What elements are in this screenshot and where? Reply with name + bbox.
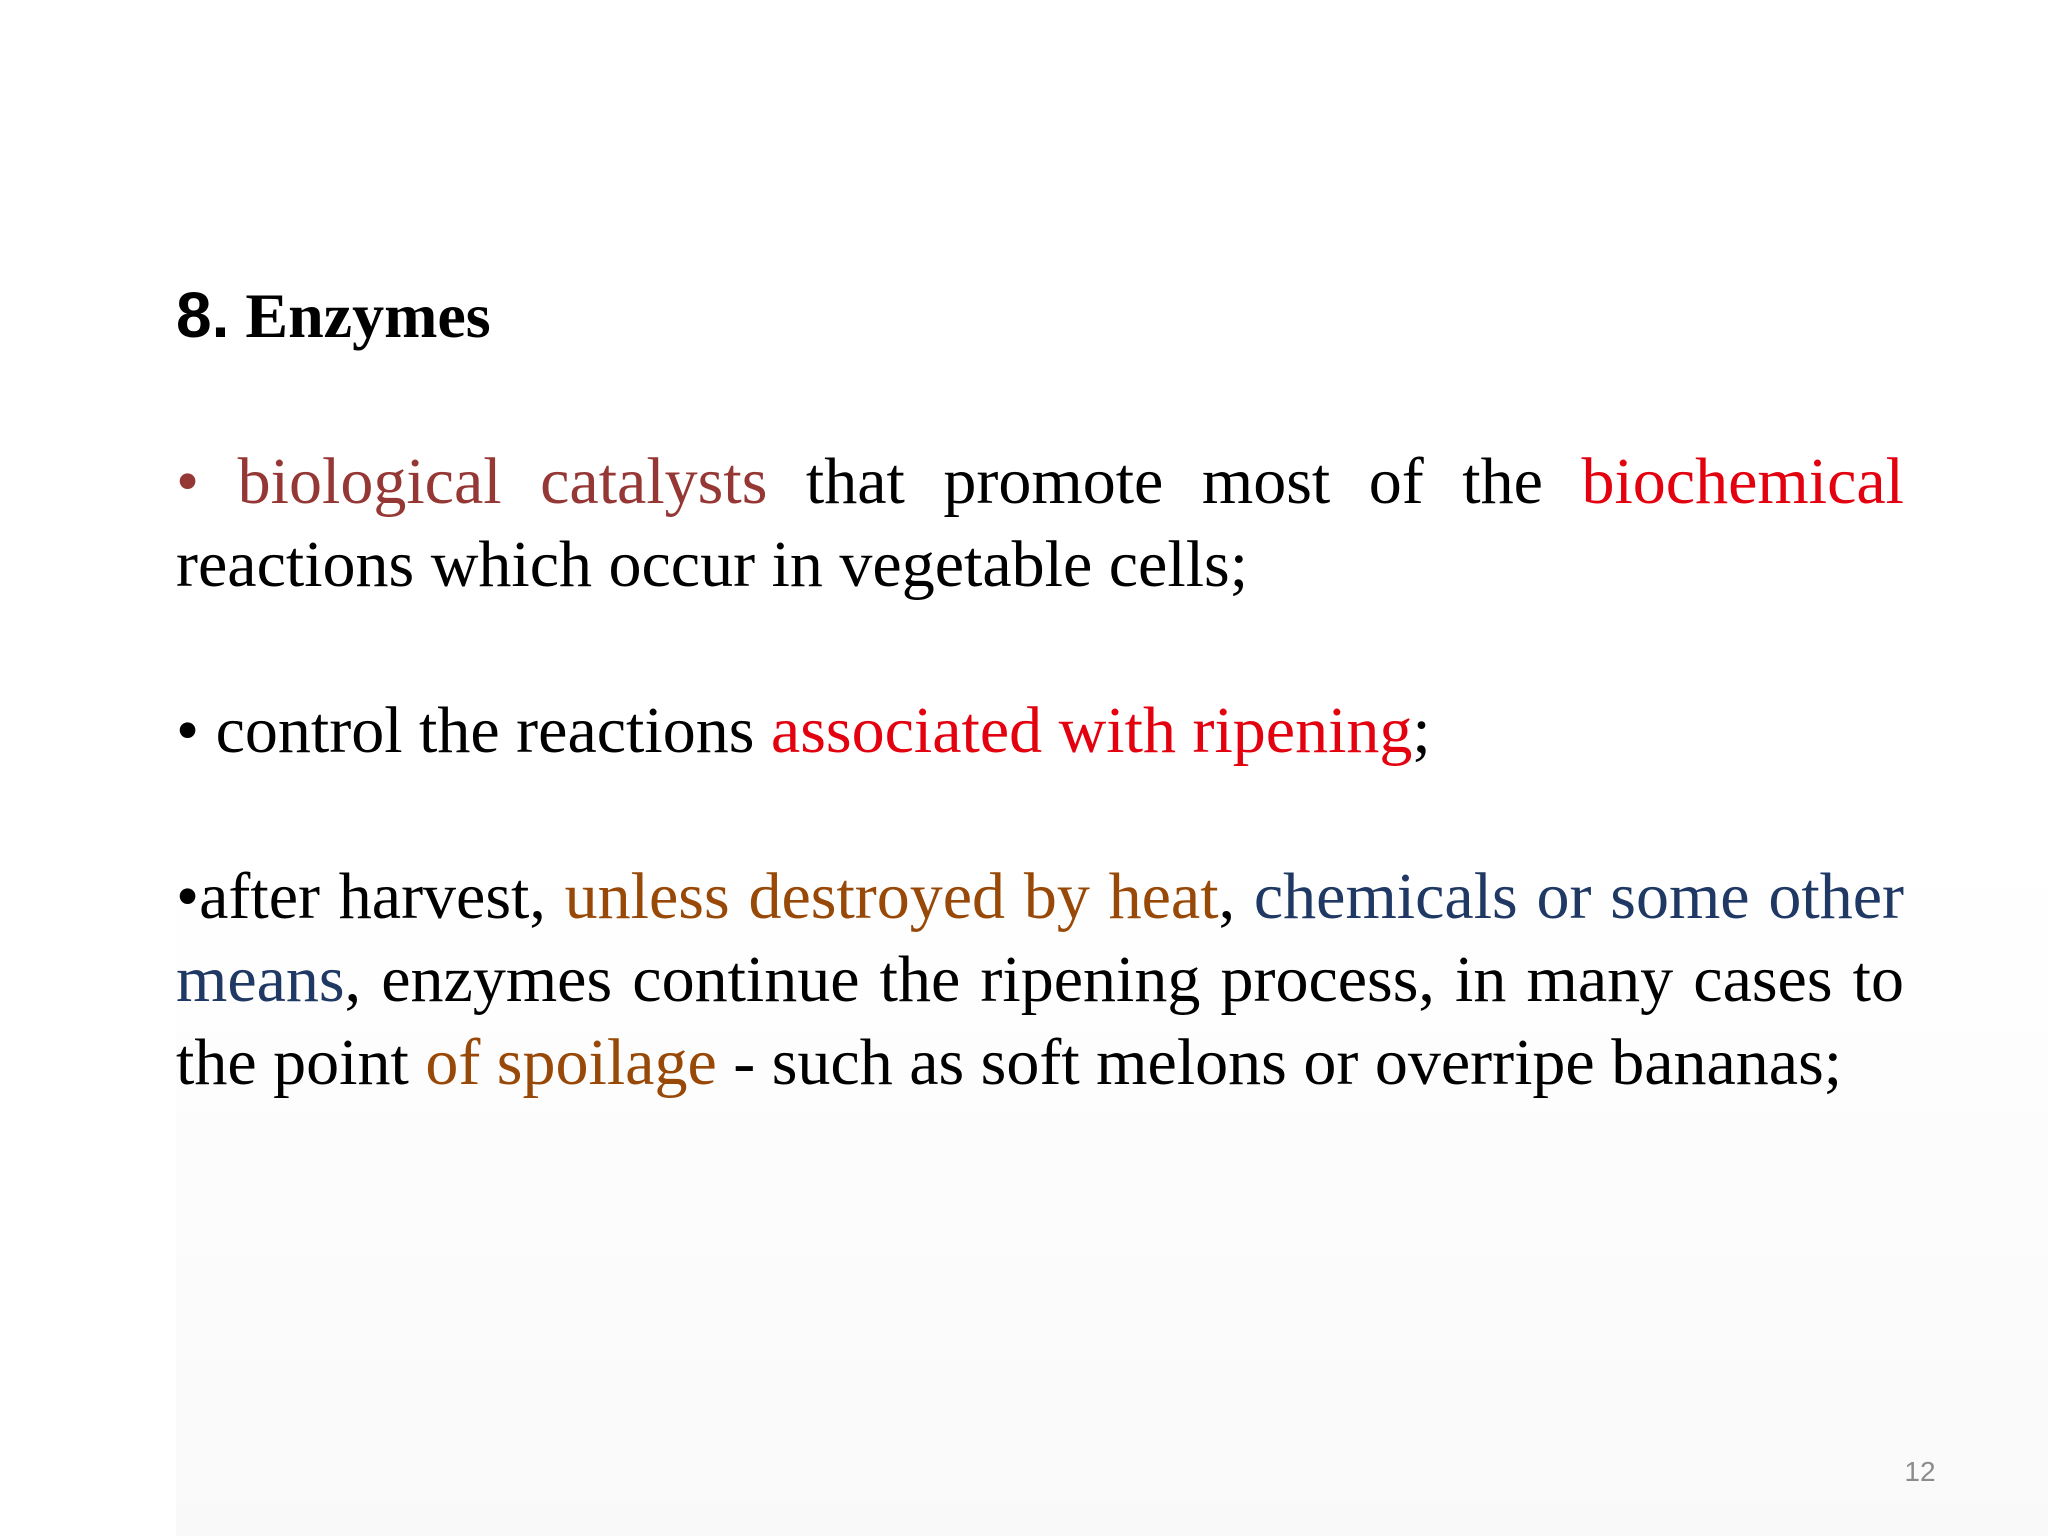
title-number: 8.: [176, 279, 230, 351]
bullet-text: ,: [1218, 860, 1254, 933]
title-text: Enzymes: [245, 280, 491, 351]
bullet-text-highlight: of spoilage: [425, 1026, 717, 1099]
slide-title: [176, 280, 491, 351]
bullet-text: control the reactions: [199, 694, 771, 767]
bullet-marker: •: [176, 694, 200, 767]
bullet-text-highlight: associated with ripening: [770, 694, 1413, 767]
bullet-item-3: [176, 855, 1904, 1104]
bullet-text: after harvest,: [199, 860, 565, 933]
bullet-text-highlight: chemicals or some other means: [176, 860, 1905, 1016]
bullet-text-highlight: biochemical: [1581, 445, 1904, 518]
bullet-item-2: [176, 689, 1904, 772]
bullet-text: ;: [1412, 694, 1431, 767]
bullet-marker: •: [176, 445, 200, 518]
bullet-marker: •: [176, 860, 200, 933]
bullet-item-1: [176, 440, 1904, 606]
bullet-text: - such as soft melons or overripe bananas;: [716, 1026, 1843, 1099]
slide-body: [176, 440, 1904, 1104]
bullet-text-highlight: unless destroyed by heat: [564, 860, 1219, 933]
bullet-text: , enzymes continue the ripening process, in many cases to the point: [176, 943, 1904, 1099]
page-number: 12: [1904, 1456, 1936, 1487]
bullet-text: that promote most of the: [767, 445, 1582, 518]
bullet-text-highlight: biological catalysts: [199, 445, 768, 518]
bullet-text: reactions which occur in vegetable cells;: [176, 528, 1249, 601]
